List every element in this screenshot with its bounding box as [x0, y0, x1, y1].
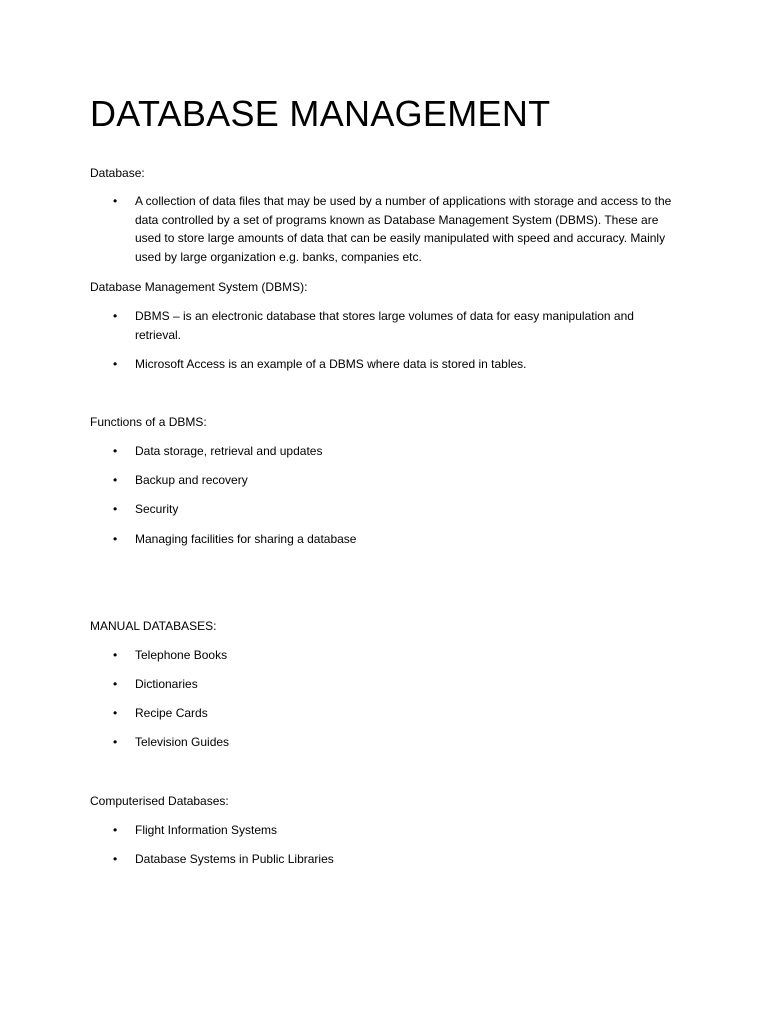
bullet-icon: •: [113, 852, 118, 866]
list-item-text: Telephone Books: [135, 648, 228, 662]
bullet-icon: •: [113, 194, 118, 208]
bullet-icon: •: [113, 677, 118, 691]
list-item-text: Microsoft Access is an example of a DBMS where data is stored in tables.: [135, 357, 527, 371]
bullet-icon: •: [113, 502, 118, 516]
bullet-icon: •: [113, 444, 118, 458]
list-item-text: Flight Information Systems: [135, 823, 278, 837]
bullet-icon: •: [113, 473, 118, 487]
section-heading: MANUAL DATABASES:: [90, 619, 217, 633]
section-heading: Database Management System (DBMS):: [90, 280, 308, 294]
bullet-icon: •: [113, 532, 118, 546]
list-item-text: Recipe Cards: [135, 706, 208, 720]
bullet-icon: •: [113, 706, 118, 720]
list-item-text: Database Systems in Public Libraries: [135, 852, 334, 866]
list-item-text: Data storage, retrieval and updates: [135, 444, 323, 458]
list-item-text: DBMS – is an electronic database that stores large volumes of data for easy manipulation and retrieval.: [135, 309, 634, 342]
bullet-icon: •: [113, 735, 118, 749]
bullet-icon: •: [113, 357, 118, 371]
section-heading: Computerised Databases:: [90, 794, 229, 808]
section-heading: Database:: [90, 166, 145, 180]
list-item-text: Dictionaries: [135, 677, 198, 691]
list-item-text: Television Guides: [135, 735, 230, 749]
list-item-text: Backup and recovery: [135, 473, 248, 487]
bullet-icon: •: [113, 648, 118, 662]
list-item-text: A collection of data files that may be used by a number of applications with storage and access to the data controlled by a set of programs known as Database Management System (DBMS). These are used to store large amounts of data that can be easily manipulated with speed and accuracy. Mainly used by large organization e.g. banks, companies etc.: [135, 194, 672, 264]
list-item-text: Managing facilities for sharing a database: [135, 532, 357, 546]
section-heading: Functions of a DBMS:: [90, 415, 207, 429]
bullet-icon: •: [113, 309, 118, 323]
list-item-text: Security: [135, 502, 179, 516]
bullet-icon: •: [113, 823, 118, 837]
document-title: DATABASE MANAGEMENT: [90, 93, 551, 134]
